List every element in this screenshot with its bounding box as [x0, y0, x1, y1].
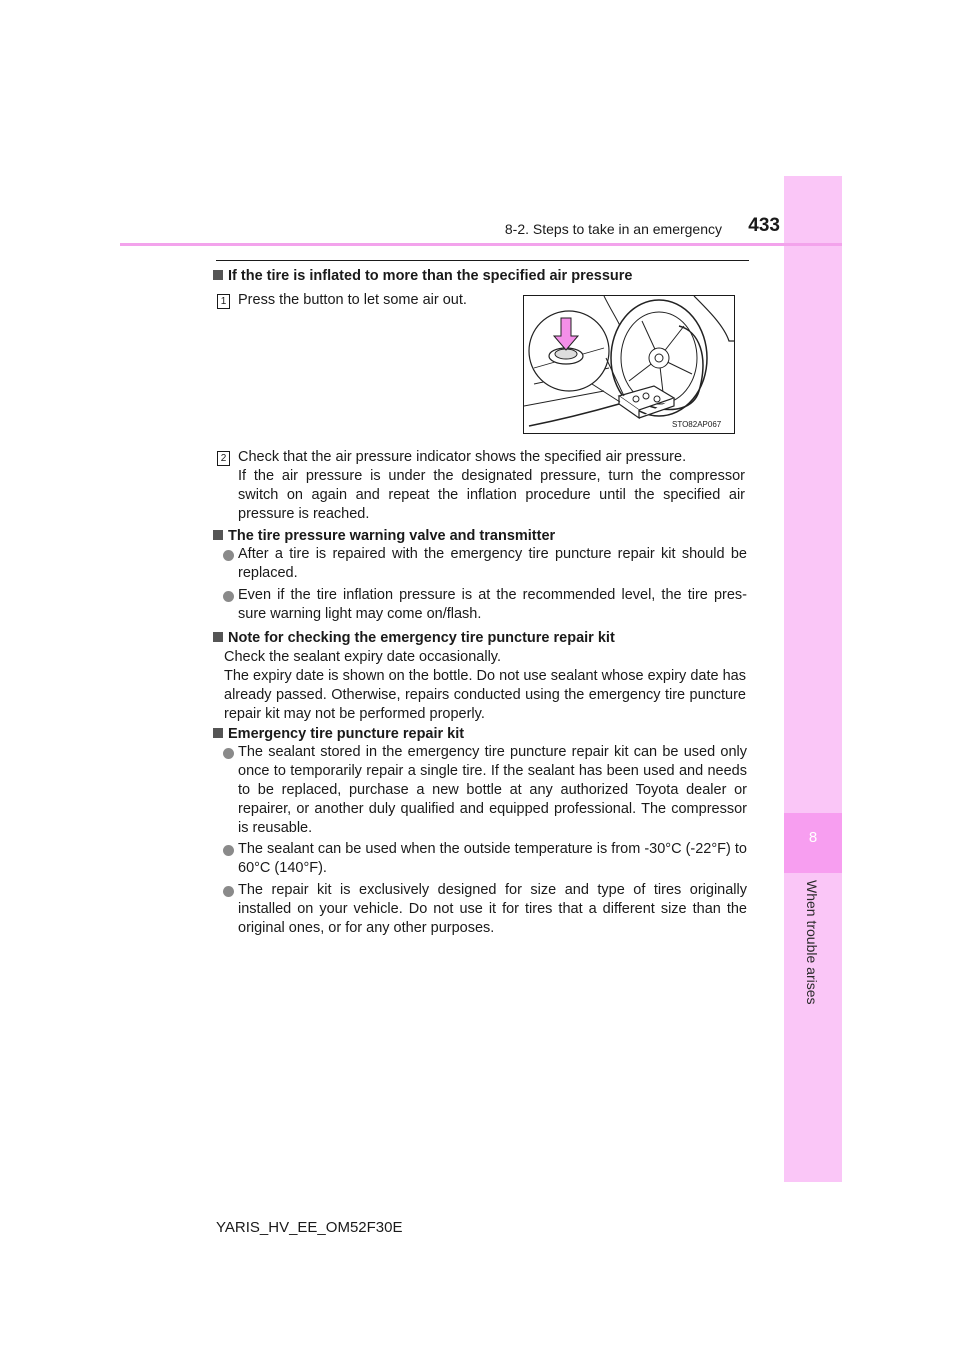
chapter-number: 8: [808, 829, 818, 846]
valve-bullet-1: After a tire is repaired with the emergency tire puncture repair kit should be replaced.: [238, 546, 747, 581]
kit-bullet-3: The repair kit is exclusively designed for size and type of tires originally installed on your vehicle. Do not use it for tires that a different size than the original ones, or for any other purposes.: [238, 882, 747, 936]
heading-overinflated: If the tire is inflated to more than the specified air pressure: [213, 266, 633, 286]
square-bullet-icon: [213, 530, 223, 540]
kit-bullet-2: The sealant can be used when the outside temperature is from -30°C (-22°F) to 60°C (140°F).: [238, 841, 747, 876]
chapter-label: When trouble arises: [804, 880, 820, 1005]
bullet-dot-icon: [223, 748, 234, 759]
page-number: 433: [748, 215, 780, 236]
step-2-text: [238, 448, 745, 524]
header-rule: [120, 243, 842, 246]
compressor-illustration: [523, 295, 735, 434]
chapter-side-tab: [784, 176, 842, 1182]
bullet-dot-icon: [223, 550, 234, 561]
step-1-text: Press the button to let some air out.: [238, 292, 467, 308]
kit-bullet-1: The sealant stored in the emergency tire puncture repair kit can be used only once to temporarily repair a single tire. If the sealant has been used and needs to be replaced, purchase a new bottle at any authorized Toyota dealer or repairer, or another duly qualified and equipped professional. The compressor is reusable.: [238, 744, 747, 836]
heading-note-checking-kit: Note for checking the emergency tire puncture repair kit: [213, 628, 615, 648]
note-line-2: The expiry date is shown on the bottle. Do not use sealant whose expiry date has already passed. Otherwise, repairs conducted using the emergency tire puncture repair kit may not be performed properly.: [224, 668, 746, 722]
note-text: [224, 648, 746, 724]
tire-compressor-drawing: [524, 296, 734, 433]
step-2-detail: If the air pressure is under the designated pressure, turn the compressor switch on again and repeat the inflation procedure until the specified air pressure is reached.: [238, 468, 745, 522]
square-bullet-icon: [213, 728, 223, 738]
document-code: YARIS_HV_EE_OM52F30E: [216, 1219, 403, 1236]
section-divider: [216, 260, 749, 261]
bullet-dot-icon: [223, 591, 234, 602]
heading-valve-transmitter: The tire pressure warning valve and transmitter: [213, 526, 555, 546]
heading-repair-kit: Emergency tire puncture repair kit: [213, 724, 464, 744]
step-2-line: Check that the air pressure indicator shows the specified air pressure.: [238, 449, 687, 465]
square-bullet-icon: [213, 632, 223, 642]
header-section-title: 8-2. Steps to take in an emergency: [504, 221, 722, 237]
step-number-1: 1: [217, 294, 230, 309]
image-code: STO82AP067: [672, 420, 722, 429]
bullet-dot-icon: [223, 845, 234, 856]
note-line-1: Check the sealant expiry date occasionally.: [224, 649, 501, 665]
step-number-2: 2: [217, 451, 230, 466]
square-bullet-icon: [213, 270, 223, 280]
bullet-dot-icon: [223, 886, 234, 897]
valve-bullet-2: Even if the tire inflation pressure is at the recommended level, the tire pres- sure warning light may come on/flash.: [238, 587, 747, 622]
